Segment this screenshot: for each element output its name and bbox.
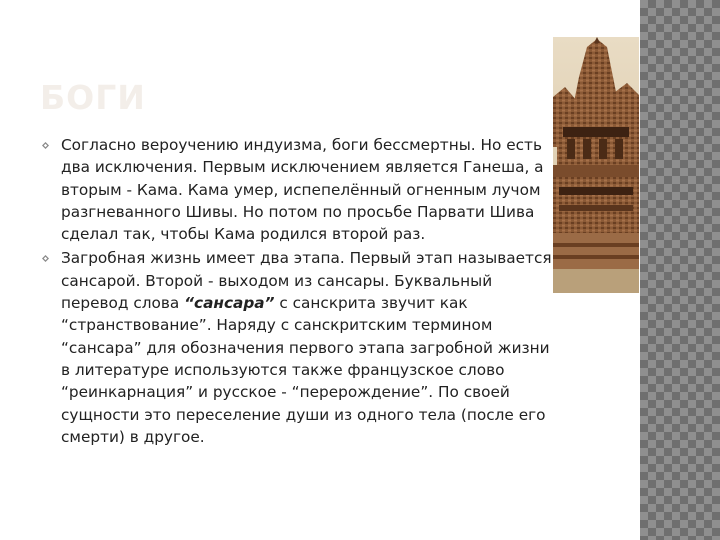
diamond-bullet-icon bbox=[42, 142, 49, 149]
decorative-side-strip bbox=[640, 0, 720, 540]
bullet-item bbox=[40, 134, 558, 245]
hindu-temple-photo bbox=[553, 37, 639, 293]
bullet-item bbox=[40, 247, 558, 448]
diamond-bullet-icon bbox=[42, 255, 49, 262]
bold-term: “сансара” bbox=[184, 294, 275, 313]
bullet-text-continued: с санскрита звучит как “странствование”. Наряду с санскритским термином “сансара” для обозначения первого этапа загробной жизни в литературе используются также французское слово “реинкарнация” и русское - “перерождение”. По своей сущности это переселение души из одного тела (после его смерти) в другое. bbox=[61, 294, 550, 446]
bullet-text: Согласно вероучению индуизма, боги бессмертны. Но есть два исключения. Первым исключением является Ганеша, а вторым - Кама. Кама умер, испепелённый огненным лучом разгневанного Шивы. Но потом по просьбе Парвати Шива сделал так, чтобы Кама родился второй раз. bbox=[61, 136, 544, 244]
bullet-text: Загробная жизнь имеет два этапа. Первый этап называется сансарой. Второй - выходом из сансары. Буквальный перевод слова bbox=[61, 249, 552, 313]
bullet-list bbox=[40, 134, 558, 450]
slide-title: БОГИ bbox=[40, 78, 146, 117]
temple-image bbox=[553, 37, 639, 293]
